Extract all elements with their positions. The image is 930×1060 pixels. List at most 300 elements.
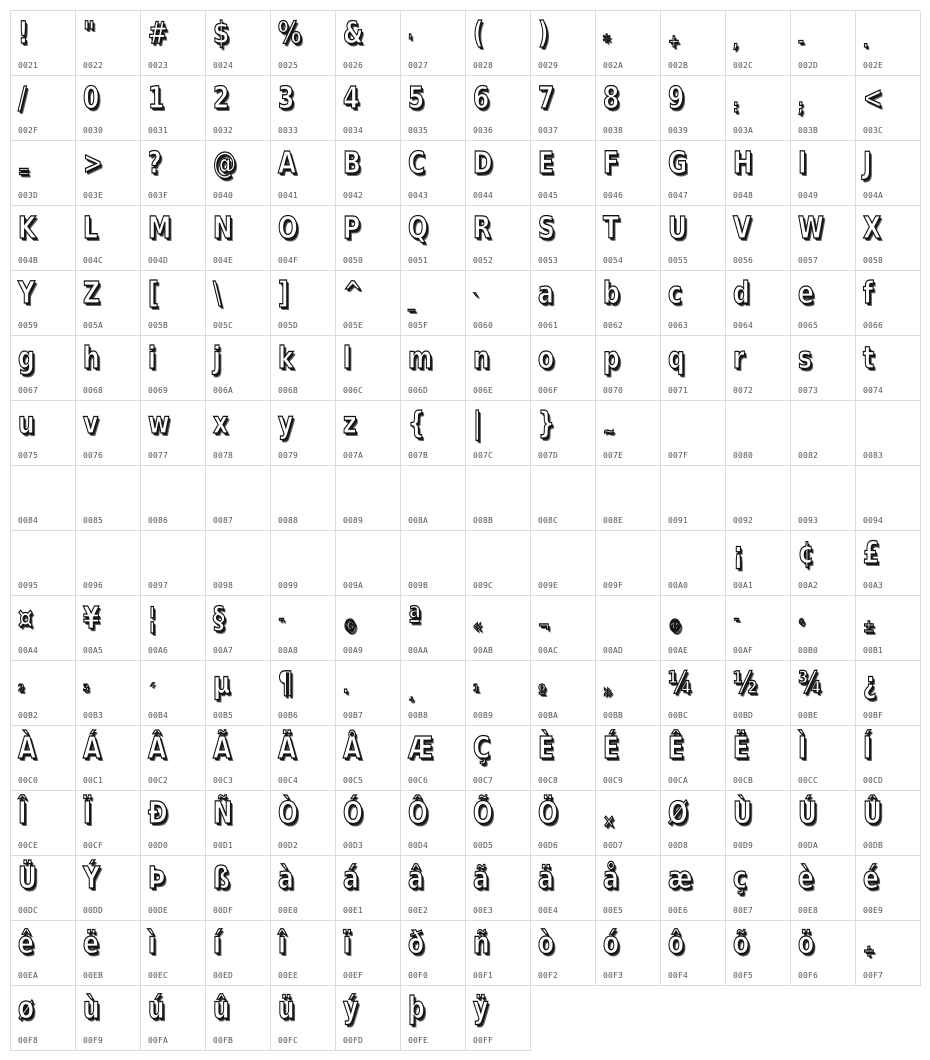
glyph-codepoint-label: 008E (603, 516, 624, 525)
glyph-sample: ² (18, 681, 25, 702)
glyph-codepoint-label: 006F (538, 386, 559, 395)
glyph-cell (726, 921, 791, 986)
glyph-codepoint-label: 00E6 (668, 906, 689, 915)
glyph-cell (466, 531, 531, 596)
glyph-sample: / (18, 81, 27, 116)
glyph-sample: L (83, 211, 98, 246)
glyph-cell (11, 791, 76, 856)
glyph-codepoint-label: 00E2 (408, 906, 429, 915)
glyph-sample: ° (798, 616, 806, 637)
glyph-sample: 5 (408, 81, 425, 116)
glyph-codepoint-label: 007C (473, 451, 494, 460)
glyph-cell (661, 141, 726, 206)
glyph-sample: 0 (83, 81, 100, 116)
glyph-codepoint-label: 00EB (83, 971, 104, 980)
glyph-codepoint-label: 007A (343, 451, 364, 460)
glyph-cell (596, 336, 661, 401)
glyph-cell (76, 921, 141, 986)
glyph-cell (466, 986, 531, 1051)
glyph-cell (141, 401, 206, 466)
glyph-codepoint-label: 0069 (148, 386, 169, 395)
glyph-codepoint-label: 00B3 (83, 711, 104, 720)
glyph-codepoint-label: 0062 (603, 321, 624, 330)
glyph-codepoint-label: 009F (603, 581, 624, 590)
glyph-codepoint-label: 0047 (668, 191, 689, 200)
glyph-codepoint-label: 004D (148, 256, 169, 265)
glyph-cell (531, 11, 596, 76)
glyph-sample: Î (18, 796, 27, 831)
glyph-sample: z (343, 406, 357, 441)
glyph-codepoint-label: 00D5 (473, 841, 494, 850)
glyph-cell (726, 531, 791, 596)
glyph-cell (791, 921, 856, 986)
glyph-sample: M (148, 211, 172, 246)
glyph-cell (141, 856, 206, 921)
glyph-codepoint-label: 0066 (863, 321, 884, 330)
glyph-cell (531, 76, 596, 141)
glyph-cell (336, 531, 401, 596)
glyph-codepoint-label: 00D6 (538, 841, 559, 850)
glyph-sample: ü (278, 991, 295, 1026)
glyph-codepoint-label: 00B7 (343, 711, 364, 720)
glyph-sample: 3 (278, 81, 295, 116)
glyph-cell (336, 206, 401, 271)
glyph-cell (206, 856, 271, 921)
glyph-codepoint-label: 00DC (18, 906, 39, 915)
glyph-codepoint-label: 0064 (733, 321, 754, 330)
glyph-sample: J (863, 146, 872, 181)
glyph-sample: " (83, 16, 96, 51)
glyph-cell (401, 271, 466, 336)
glyph-codepoint-label: 00B1 (863, 646, 884, 655)
glyph-cell (271, 661, 336, 726)
glyph-cell (141, 76, 206, 141)
glyph-cell (596, 271, 661, 336)
glyph-codepoint-label: 005D (278, 321, 299, 330)
glyph-sample: N (213, 211, 233, 246)
glyph-cell (401, 661, 466, 726)
glyph-codepoint-label: 00FC (278, 1036, 299, 1045)
glyph-codepoint-label: 0034 (343, 126, 364, 135)
glyph-cell (336, 856, 401, 921)
glyph-codepoint-label: 00BA (538, 711, 559, 720)
glyph-codepoint-label: 003A (733, 126, 754, 135)
glyph-sample: a (538, 276, 554, 311)
glyph-codepoint-label: 0025 (278, 61, 299, 70)
glyph-codepoint-label: 0022 (83, 61, 104, 70)
glyph-sample: { (408, 406, 425, 441)
glyph-sample: 8 (603, 81, 620, 116)
glyph-sample: À (18, 731, 37, 766)
glyph-cell (466, 466, 531, 531)
glyph-cell (11, 11, 76, 76)
glyph-cell (466, 11, 531, 76)
glyph-sample: È (538, 731, 554, 766)
glyph-codepoint-label: 00BB (603, 711, 624, 720)
glyph-codepoint-label: 0086 (148, 516, 169, 525)
glyph-sample: p (603, 341, 620, 376)
glyph-sample: Ê (668, 731, 684, 766)
glyph-sample: Í (863, 731, 872, 766)
glyph-sample: ß (213, 861, 230, 896)
glyph-cell (791, 336, 856, 401)
glyph-cell (271, 11, 336, 76)
glyph-sample: Ù (733, 796, 753, 831)
glyph-codepoint-label: 00F1 (473, 971, 494, 980)
glyph-sample: þ (408, 991, 425, 1026)
glyph-codepoint-label: 00CD (863, 776, 884, 785)
glyph-cell (11, 531, 76, 596)
glyph-cell (271, 856, 336, 921)
glyph-cell (271, 986, 336, 1051)
glyph-cell (76, 531, 141, 596)
glyph-codepoint-label: 0053 (538, 256, 559, 265)
glyph-codepoint-label: 00DF (213, 906, 234, 915)
glyph-sample: y (278, 406, 294, 441)
glyph-cell (856, 206, 921, 271)
glyph-codepoint-label: 00BC (668, 711, 689, 720)
glyph-cell (726, 271, 791, 336)
glyph-sample: Û (863, 796, 883, 831)
glyph-sample: Æ (408, 731, 434, 766)
glyph-sample: â (408, 861, 424, 896)
glyph-codepoint-label: 0084 (18, 516, 39, 525)
glyph-codepoint-label: 0024 (213, 61, 234, 70)
glyph-cell (791, 856, 856, 921)
glyph-codepoint-label: 00B0 (798, 646, 819, 655)
glyph-codepoint-label: 00FE (408, 1036, 429, 1045)
glyph-cell (206, 791, 271, 856)
glyph-codepoint-label: 008B (473, 516, 494, 525)
glyph-cell (76, 206, 141, 271)
glyph-codepoint-label: 006C (343, 386, 364, 395)
glyph-codepoint-label: 0092 (733, 516, 754, 525)
glyph-cell (206, 141, 271, 206)
glyph-sample: 1 (148, 81, 165, 116)
glyph-cell (11, 726, 76, 791)
glyph-codepoint-label: 0042 (343, 191, 364, 200)
glyph-codepoint-label: 00FF (473, 1036, 494, 1045)
glyph-codepoint-label: 004A (863, 191, 884, 200)
glyph-cell (791, 11, 856, 76)
glyph-sample: Ó (343, 796, 363, 831)
glyph-codepoint-label: 00A3 (863, 581, 884, 590)
glyph-cell (401, 921, 466, 986)
glyph-cell (76, 11, 141, 76)
glyph-codepoint-label: 00D3 (343, 841, 364, 850)
glyph-sample: î (278, 926, 287, 961)
glyph-cell (76, 856, 141, 921)
glyph-codepoint-label: 0078 (213, 451, 234, 460)
glyph-cell (271, 596, 336, 661)
glyph-codepoint-label: 009E (538, 581, 559, 590)
glyph-codepoint-label: 00DE (148, 906, 169, 915)
glyph-codepoint-label: 00E0 (278, 906, 299, 915)
glyph-codepoint-label: 00C9 (603, 776, 624, 785)
glyph-sample: v (83, 406, 99, 441)
glyph-sample: Ã (213, 731, 232, 766)
glyph-cell (141, 726, 206, 791)
glyph-codepoint-label: 00EA (18, 971, 39, 980)
glyph-sample: \ (213, 276, 222, 311)
glyph-cell (271, 401, 336, 466)
glyph-sample: ¹ (473, 681, 480, 702)
glyph-cell (11, 271, 76, 336)
glyph-sample: I (798, 146, 807, 181)
glyph-sample: ) (538, 16, 549, 51)
glyph-sample: [ (148, 276, 159, 311)
glyph-cell (336, 661, 401, 726)
glyph-codepoint-label: 003E (83, 191, 104, 200)
glyph-codepoint-label: 0074 (863, 386, 884, 395)
glyph-codepoint-label: 0095 (18, 581, 39, 590)
glyph-codepoint-label: 0097 (148, 581, 169, 590)
glyph-codepoint-label: 0029 (538, 61, 559, 70)
glyph-sample: ¬ (538, 616, 550, 637)
glyph-cell (466, 76, 531, 141)
glyph-sample: ñ (473, 926, 490, 961)
glyph-cell (336, 141, 401, 206)
glyph-codepoint-label: 00B2 (18, 711, 39, 720)
glyph-codepoint-label: 0041 (278, 191, 299, 200)
glyph-sample: u (18, 406, 35, 441)
glyph-cell (401, 11, 466, 76)
glyph-sample: O (278, 211, 298, 246)
glyph-codepoint-label: 0027 (408, 61, 429, 70)
glyph-sample: 9 (668, 81, 685, 116)
glyph-cell (336, 271, 401, 336)
glyph-codepoint-label: 005C (213, 321, 234, 330)
glyph-sample: Ì (798, 731, 807, 766)
glyph-sample: D (473, 146, 493, 181)
glyph-cell (206, 921, 271, 986)
glyph-codepoint-label: 0065 (798, 321, 819, 330)
glyph-cell (271, 466, 336, 531)
glyph-sample: w (148, 406, 170, 441)
glyph-sample: Â (148, 731, 167, 766)
glyph-sample: ´ (148, 681, 156, 702)
glyph-sample: ¥ (83, 601, 100, 636)
glyph-codepoint-label: 009A (343, 581, 364, 590)
glyph-sample: ? (148, 146, 162, 181)
glyph-sample: 7 (538, 81, 555, 116)
glyph-cell (726, 856, 791, 921)
glyph-codepoint-label: 00D1 (213, 841, 234, 850)
glyph-cell (206, 11, 271, 76)
glyph-codepoint-label: 0099 (278, 581, 299, 590)
glyph-cell (206, 531, 271, 596)
glyph-sample: + (668, 31, 680, 52)
glyph-cell (271, 531, 336, 596)
glyph-sample: ½ (733, 666, 758, 701)
glyph-sample: Ò (278, 796, 298, 831)
glyph-codepoint-label: 009C (473, 581, 494, 590)
glyph-cell (596, 401, 661, 466)
glyph-codepoint-label: 0075 (18, 451, 39, 460)
glyph-codepoint-label: 0046 (603, 191, 624, 200)
glyph-cell (791, 661, 856, 726)
glyph-cell (726, 596, 791, 661)
glyph-sample: Þ (148, 861, 166, 896)
glyph-sample: # (148, 16, 168, 51)
glyph-codepoint-label: 0082 (798, 451, 819, 460)
glyph-cell (401, 856, 466, 921)
glyph-sample: Ñ (213, 796, 233, 831)
glyph-codepoint-label: 00E3 (473, 906, 494, 915)
glyph-codepoint-label: 0077 (148, 451, 169, 460)
glyph-sample: ¦ (148, 601, 157, 636)
glyph-sample: ¯ (733, 616, 741, 637)
glyph-cell (11, 336, 76, 401)
glyph-cell (661, 921, 726, 986)
glyph-codepoint-label: 0094 (863, 516, 884, 525)
glyph-cell (401, 531, 466, 596)
glyph-sample: ^ (343, 276, 363, 311)
glyph-codepoint-label: 00C6 (408, 776, 429, 785)
glyph-codepoint-label: 00E1 (343, 906, 364, 915)
glyph-codepoint-label: 006D (408, 386, 429, 395)
glyph-sample: f (863, 276, 874, 311)
glyph-codepoint-label: 00AD (603, 646, 624, 655)
glyph-codepoint-label: 0073 (798, 386, 819, 395)
glyph-cell (11, 141, 76, 206)
glyph-codepoint-label: 00F9 (83, 1036, 104, 1045)
glyph-cell (531, 531, 596, 596)
glyph-sample: ' (408, 31, 413, 52)
glyph-sample: ö (798, 926, 815, 961)
glyph-codepoint-label: 00B5 (213, 711, 234, 720)
glyph-cell (141, 141, 206, 206)
glyph-cell (401, 596, 466, 661)
glyph-codepoint-label: 003F (148, 191, 169, 200)
glyph-cell (596, 76, 661, 141)
glyph-cell (141, 336, 206, 401)
glyph-cell (466, 661, 531, 726)
glyph-cell (336, 76, 401, 141)
glyph-cell (791, 596, 856, 661)
glyph-sample: s (798, 341, 812, 376)
glyph-sample: 6 (473, 81, 490, 116)
glyph-sample: è (798, 861, 814, 896)
glyph-sample: V (733, 211, 752, 246)
glyph-codepoint-label: 0059 (18, 321, 39, 330)
glyph-codepoint-label: 00E7 (733, 906, 754, 915)
glyph-codepoint-label: 005E (343, 321, 364, 330)
glyph-codepoint-label: 004B (18, 256, 39, 265)
glyph-cell (141, 531, 206, 596)
glyph-codepoint-label: 00EC (148, 971, 169, 980)
glyph-sample: º (538, 681, 546, 702)
glyph-codepoint-label: 008A (408, 516, 429, 525)
glyph-codepoint-label: 0056 (733, 256, 754, 265)
glyph-codepoint-label: 0023 (148, 61, 169, 70)
glyph-cell (791, 726, 856, 791)
glyph-sample: Ü (18, 861, 38, 896)
glyph-cell (466, 856, 531, 921)
glyph-cell (206, 596, 271, 661)
glyph-codepoint-label: 009B (408, 581, 429, 590)
glyph-cell (11, 856, 76, 921)
glyph-cell (661, 661, 726, 726)
glyph-cell (76, 661, 141, 726)
glyph-codepoint-label: 002F (18, 126, 39, 135)
glyph-codepoint-label: 0055 (668, 256, 689, 265)
glyph-codepoint-label: 0076 (83, 451, 104, 460)
glyph-cell (661, 596, 726, 661)
glyph-cell (401, 206, 466, 271)
glyph-cell (141, 206, 206, 271)
glyph-codepoint-label: 00F6 (798, 971, 819, 980)
glyph-sample: © (343, 616, 358, 637)
glyph-cell (336, 11, 401, 76)
glyph-cell (856, 856, 921, 921)
glyph-cell (336, 986, 401, 1051)
glyph-codepoint-label: 0049 (798, 191, 819, 200)
glyph-cell (661, 271, 726, 336)
glyph-sample: c (668, 276, 682, 311)
glyph-sample: Ø (668, 796, 688, 831)
glyph-sample: ® (668, 616, 683, 637)
glyph-sample: Y (18, 276, 35, 311)
glyph-sample: ] (278, 276, 289, 311)
glyph-sample: Ô (408, 796, 428, 831)
glyph-sample: S (538, 211, 555, 246)
glyph-cell (271, 726, 336, 791)
glyph-sample: ó (603, 926, 620, 961)
glyph-cell (206, 271, 271, 336)
glyph-codepoint-label: 00CA (668, 776, 689, 785)
glyph-cell (661, 401, 726, 466)
glyph-sample: P (343, 211, 361, 246)
glyph-sample: ò (538, 926, 555, 961)
glyph-codepoint-label: 00C4 (278, 776, 299, 785)
glyph-sample: x (213, 406, 229, 441)
glyph-codepoint-label: 00DA (798, 841, 819, 850)
glyph-codepoint-label: 00C5 (343, 776, 364, 785)
glyph-cell (596, 921, 661, 986)
glyph-cell (76, 401, 141, 466)
glyph-codepoint-label: 00E5 (603, 906, 624, 915)
glyph-sample: < (863, 81, 883, 116)
glyph-sample: G (668, 146, 688, 181)
glyph-sample: õ (733, 926, 750, 961)
glyph-sample: ø (18, 991, 35, 1026)
glyph-cell (856, 466, 921, 531)
glyph-sample: á (343, 861, 359, 896)
glyph-cell (531, 206, 596, 271)
glyph-codepoint-label: 00F8 (18, 1036, 39, 1045)
glyph-sample: 2 (213, 81, 230, 116)
glyph-cell (531, 791, 596, 856)
glyph-codepoint-label: 00C2 (148, 776, 169, 785)
glyph-cell (531, 921, 596, 986)
glyph-cell (531, 596, 596, 661)
glyph-sample: k (278, 341, 294, 376)
glyph-cell (661, 531, 726, 596)
glyph-codepoint-label: 0054 (603, 256, 624, 265)
glyph-sample: q (668, 341, 685, 376)
glyph-cell (206, 466, 271, 531)
glyph-sample: Á (83, 731, 102, 766)
glyph-codepoint-label: 007B (408, 451, 429, 460)
glyph-codepoint-label: 0060 (473, 321, 494, 330)
glyph-codepoint-label: 0026 (343, 61, 364, 70)
glyph-codepoint-label: 00AF (733, 646, 754, 655)
glyph-cell (596, 596, 661, 661)
glyph-cell (141, 596, 206, 661)
glyph-codepoint-label: 004E (213, 256, 234, 265)
glyph-cell (856, 921, 921, 986)
